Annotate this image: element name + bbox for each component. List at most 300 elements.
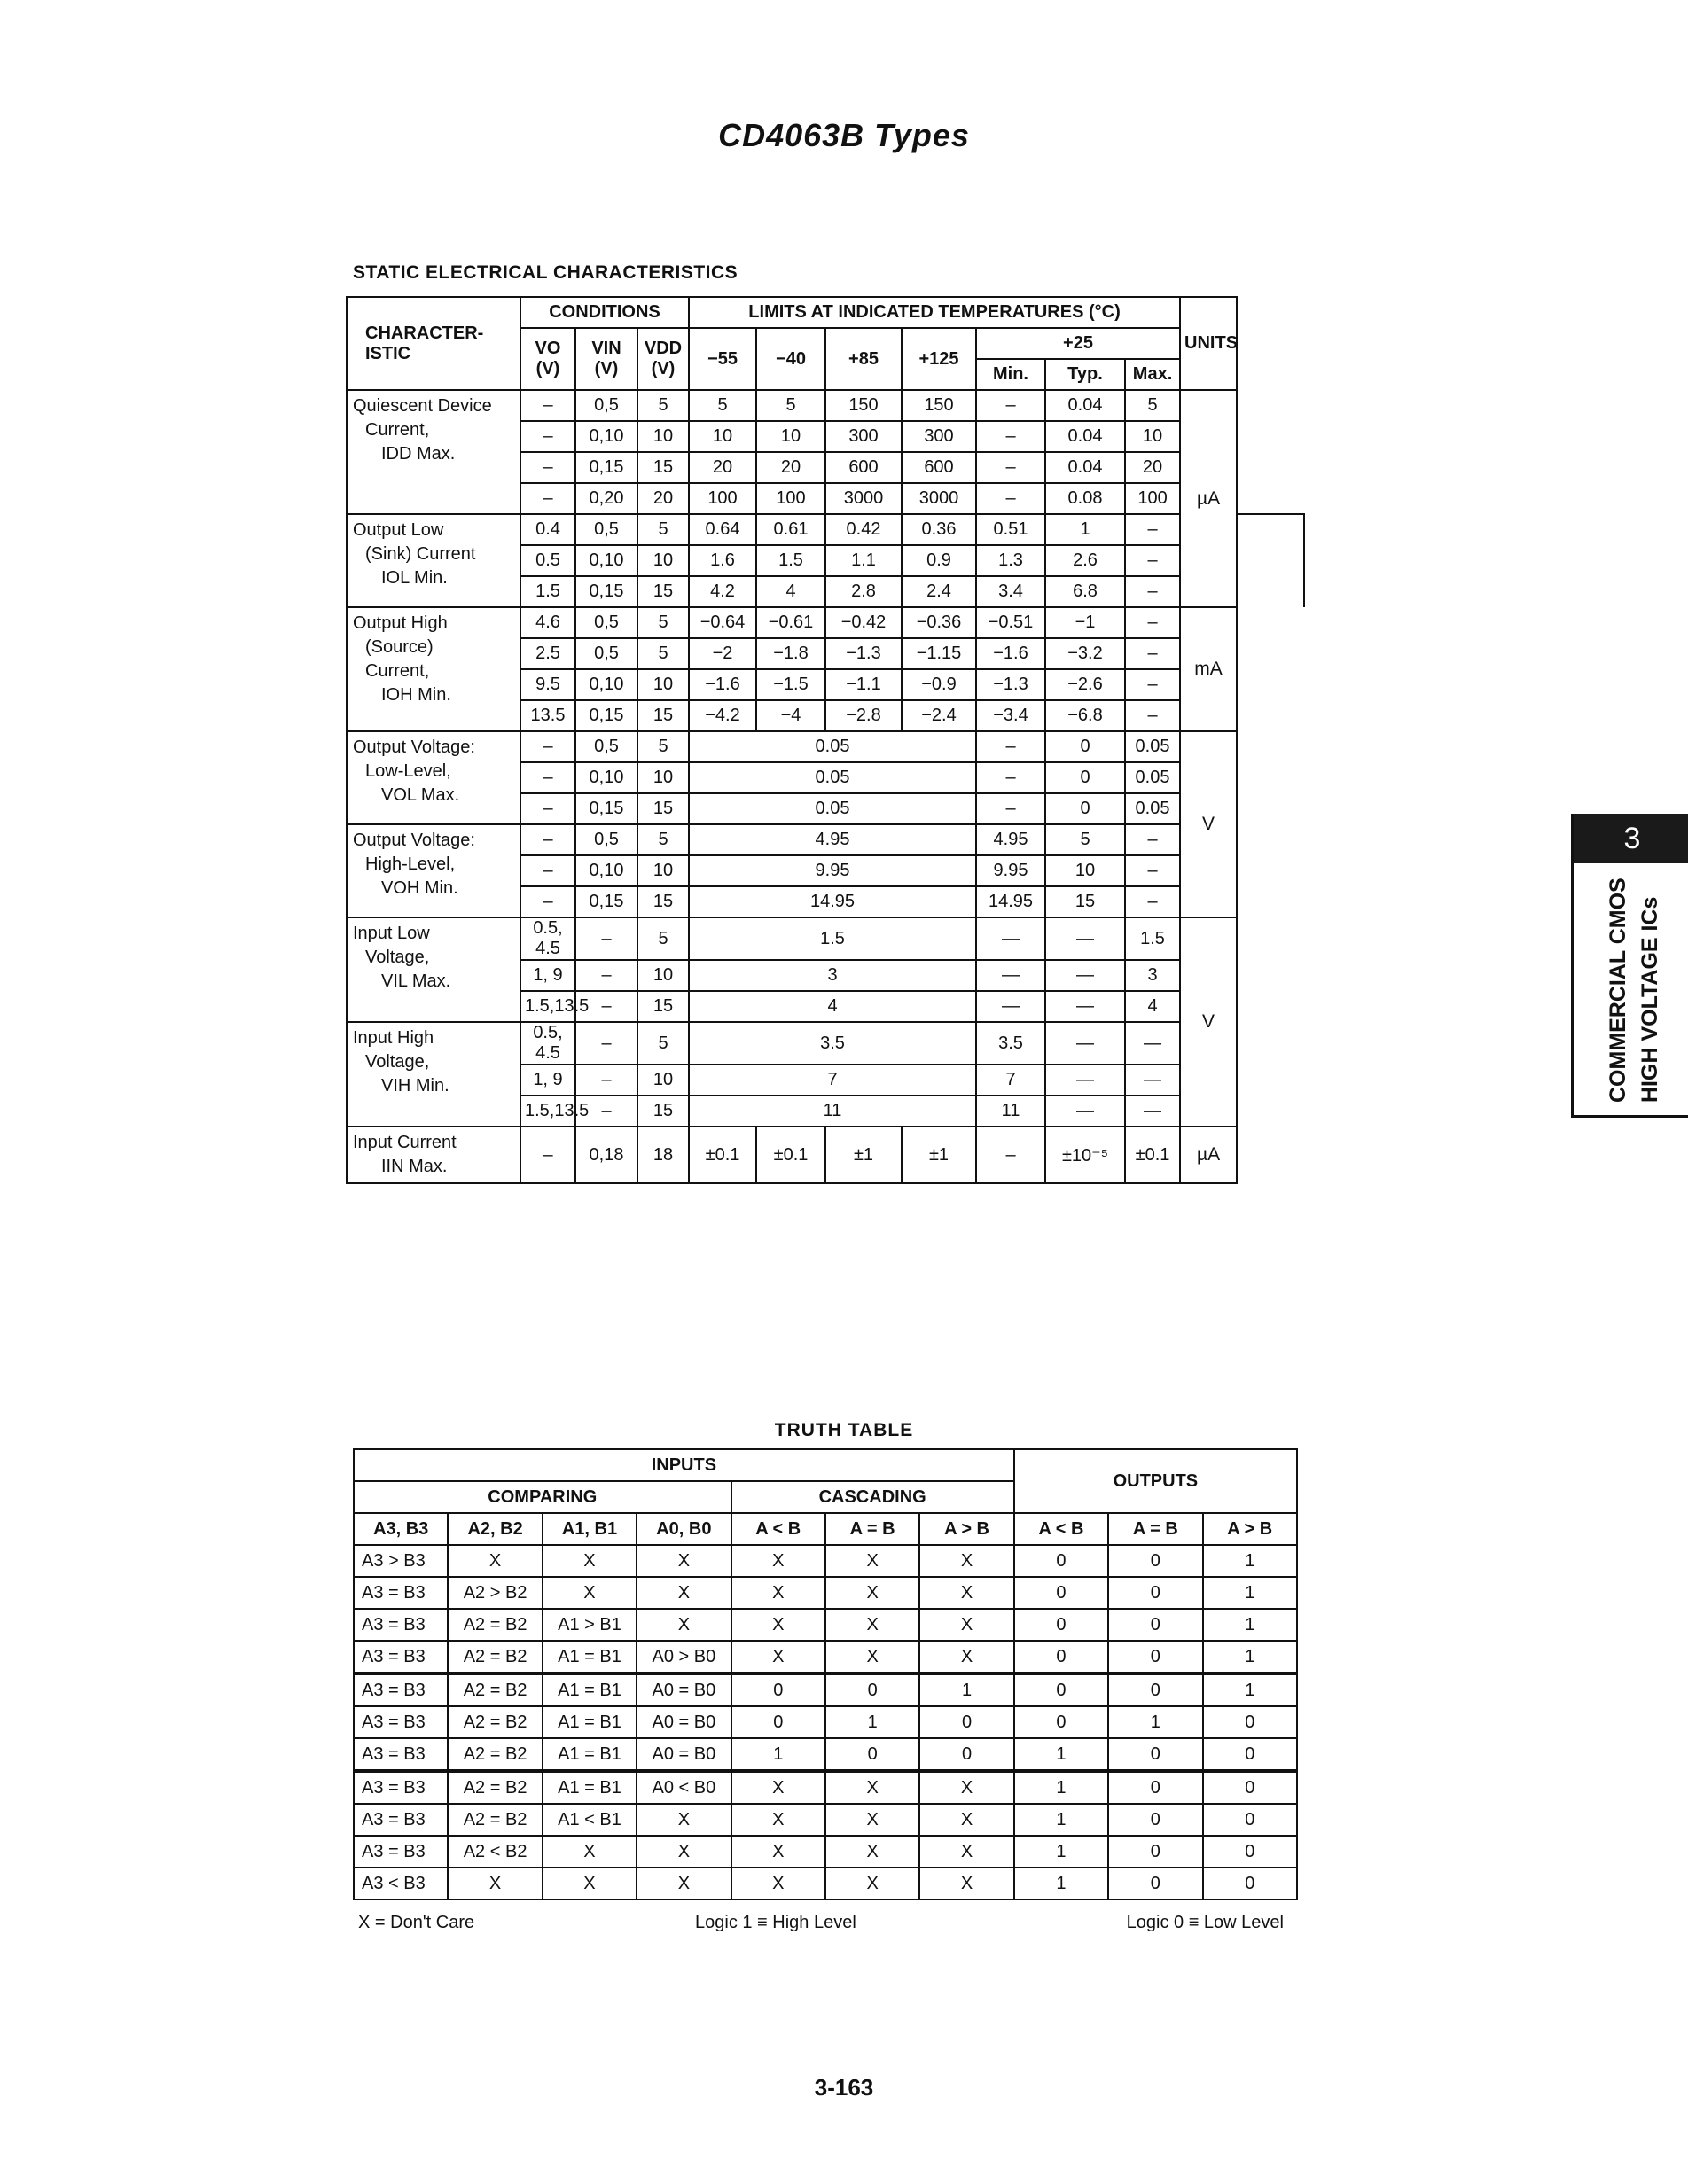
characteristic-label: Output High (Source) Current, IOH Min. bbox=[347, 607, 520, 731]
static-cell: – bbox=[1125, 514, 1180, 545]
truth-cell: 1 bbox=[1014, 1804, 1108, 1836]
static-cell: – bbox=[1125, 576, 1180, 607]
limits-header: LIMITS AT INDICATED TEMPERATURES (°C) bbox=[689, 297, 1180, 328]
static-cell: 300 bbox=[825, 421, 902, 452]
truth-cell: 1 bbox=[1203, 1673, 1297, 1706]
static-cell: 11 bbox=[689, 1096, 976, 1127]
static-cell: 9.95 bbox=[976, 855, 1045, 886]
truth-cell: X bbox=[543, 1577, 637, 1609]
static-cell: 0,15 bbox=[575, 700, 637, 731]
static-cell: 1.1 bbox=[825, 545, 902, 576]
truth-cell: 0 bbox=[1108, 1641, 1202, 1673]
static-row bbox=[347, 1127, 1304, 1183]
section-label bbox=[1586, 870, 1675, 1108]
truth-cell: X bbox=[731, 1804, 825, 1836]
static-cell: 0 bbox=[1045, 793, 1125, 824]
static-cell: – bbox=[520, 824, 575, 855]
truth-cell: X bbox=[825, 1577, 919, 1609]
static-cell: — bbox=[1045, 960, 1125, 991]
static-cell: – bbox=[575, 1022, 637, 1065]
static-cell: −1.3 bbox=[976, 669, 1045, 700]
static-cell: −6.8 bbox=[1045, 700, 1125, 731]
truth-cell: X bbox=[637, 1868, 731, 1899]
truth-cell: A3 = B3 bbox=[354, 1804, 448, 1836]
static-cell: ±1 bbox=[825, 1127, 902, 1183]
truth-cell: A3 = B3 bbox=[354, 1706, 448, 1738]
truth-cell: A0 = B0 bbox=[637, 1738, 731, 1771]
truth-cell: A1 = B1 bbox=[543, 1641, 637, 1673]
static-cell: – bbox=[976, 731, 1045, 762]
static-cell: 100 bbox=[756, 483, 825, 514]
static-cell: 2.5 bbox=[520, 638, 575, 669]
truth-cell: 0 bbox=[1108, 1545, 1202, 1577]
truth-cell: X bbox=[919, 1771, 1013, 1804]
static-cell: — bbox=[1045, 1096, 1125, 1127]
truth-row bbox=[354, 1577, 1297, 1609]
conditions-header: CONDITIONS bbox=[520, 297, 689, 328]
static-cell: – bbox=[575, 991, 637, 1022]
static-cell: 0,10 bbox=[575, 669, 637, 700]
static-cell: 5 bbox=[637, 917, 689, 960]
truth-cell: X bbox=[825, 1868, 919, 1899]
static-cell: 0,20 bbox=[575, 483, 637, 514]
static-cell: 0.05 bbox=[689, 731, 976, 762]
truth-cell: 1 bbox=[1014, 1836, 1108, 1868]
static-cell: 1, 9 bbox=[520, 960, 575, 991]
truth-cell: 0 bbox=[1108, 1804, 1202, 1836]
static-cell: — bbox=[976, 991, 1045, 1022]
static-cell: 0,5 bbox=[575, 824, 637, 855]
truth-cell: 1 bbox=[1203, 1577, 1297, 1609]
static-characteristics-table bbox=[346, 296, 1305, 1184]
static-cell: 0.61 bbox=[756, 514, 825, 545]
truth-cell: X bbox=[919, 1577, 1013, 1609]
static-cell: – bbox=[520, 855, 575, 886]
truth-cell: X bbox=[919, 1868, 1013, 1899]
static-row bbox=[347, 514, 1304, 545]
truth-column-header: A < B bbox=[1014, 1513, 1108, 1545]
temp-minus40-header: −40 bbox=[756, 328, 825, 390]
truth-cell: 0 bbox=[1203, 1738, 1297, 1771]
static-cell: 18 bbox=[637, 1127, 689, 1183]
static-cell: 15 bbox=[637, 886, 689, 917]
static-cell: — bbox=[1045, 1022, 1125, 1065]
truth-cell: 1 bbox=[1203, 1545, 1297, 1577]
static-cell: 3000 bbox=[902, 483, 976, 514]
static-cell: – bbox=[575, 960, 637, 991]
static-cell: −3.4 bbox=[976, 700, 1045, 731]
truth-cell: X bbox=[543, 1545, 637, 1577]
truth-row bbox=[354, 1771, 1297, 1804]
truth-cell: 1 bbox=[1014, 1738, 1108, 1771]
truth-row bbox=[354, 1545, 1297, 1577]
truth-row bbox=[354, 1868, 1297, 1899]
static-cell: −1.3 bbox=[825, 638, 902, 669]
units-cell: V bbox=[1180, 917, 1237, 1127]
static-cell: 9.95 bbox=[689, 855, 976, 886]
static-cell: 15 bbox=[1045, 886, 1125, 917]
static-cell: 7 bbox=[976, 1065, 1045, 1096]
static-cell: 4.95 bbox=[689, 824, 976, 855]
static-cell: 5 bbox=[637, 731, 689, 762]
truth-column-header: A = B bbox=[1108, 1513, 1202, 1545]
footnote-logic-1: Logic 1 ≡ High Level bbox=[695, 1913, 856, 1932]
truth-cell: X bbox=[825, 1804, 919, 1836]
static-cell: 2.6 bbox=[1045, 545, 1125, 576]
static-cell: 5 bbox=[1125, 390, 1180, 421]
static-cell: 0,10 bbox=[575, 762, 637, 793]
characteristic-label: Quiescent Device Current, IDD Max. bbox=[347, 390, 520, 514]
static-cell: 1.5,13.5 bbox=[520, 1096, 575, 1127]
static-cell: 0,10 bbox=[575, 855, 637, 886]
static-row bbox=[347, 824, 1304, 855]
static-cell: ±0.1 bbox=[689, 1127, 756, 1183]
static-cell: 3.5 bbox=[976, 1022, 1045, 1065]
static-cell: 0.42 bbox=[825, 514, 902, 545]
static-cell: 0,5 bbox=[575, 731, 637, 762]
truth-cell: X bbox=[543, 1868, 637, 1899]
temp-plus125-header: +125 bbox=[902, 328, 976, 390]
truth-cell: X bbox=[919, 1609, 1013, 1641]
static-cell: 10 bbox=[637, 960, 689, 991]
truth-row bbox=[354, 1804, 1297, 1836]
truth-cell: 0 bbox=[1108, 1836, 1202, 1868]
truth-column-header: A3, B3 bbox=[354, 1513, 448, 1545]
static-cell: −0.42 bbox=[825, 607, 902, 638]
static-cell: 15 bbox=[637, 700, 689, 731]
static-cell: — bbox=[1045, 991, 1125, 1022]
truth-cell: A3 = B3 bbox=[354, 1609, 448, 1641]
static-cell: 0.05 bbox=[1125, 731, 1180, 762]
truth-cell: A2 < B2 bbox=[448, 1836, 542, 1868]
static-cell: −1.6 bbox=[689, 669, 756, 700]
truth-cell: A2 = B2 bbox=[448, 1804, 542, 1836]
static-cell: – bbox=[520, 1127, 575, 1183]
truth-cell: 0 bbox=[1014, 1673, 1108, 1706]
static-cell: −1.15 bbox=[902, 638, 976, 669]
truth-cell: X bbox=[448, 1868, 542, 1899]
truth-cell: 1 bbox=[1108, 1706, 1202, 1738]
static-cell: 0,10 bbox=[575, 421, 637, 452]
static-cell: 5 bbox=[637, 390, 689, 421]
truth-cell: A3 = B3 bbox=[354, 1577, 448, 1609]
static-cell: 10 bbox=[1125, 421, 1180, 452]
static-cell: 10 bbox=[1045, 855, 1125, 886]
truth-cell: X bbox=[825, 1771, 919, 1804]
truth-cell: A3 = B3 bbox=[354, 1836, 448, 1868]
truth-cell: 0 bbox=[825, 1738, 919, 1771]
typ-header: Typ. bbox=[1045, 359, 1125, 390]
static-cell: 5 bbox=[637, 1022, 689, 1065]
truth-cell: X bbox=[919, 1836, 1013, 1868]
static-cell: – bbox=[1125, 855, 1180, 886]
truth-cell: 0 bbox=[1014, 1577, 1108, 1609]
static-cell: 5 bbox=[637, 824, 689, 855]
static-cell: – bbox=[1125, 669, 1180, 700]
truth-cell: 0 bbox=[1014, 1545, 1108, 1577]
static-cell: 7 bbox=[689, 1065, 976, 1096]
static-cell: 2.4 bbox=[902, 576, 976, 607]
truth-cell: 0 bbox=[1108, 1771, 1202, 1804]
truth-cell: X bbox=[637, 1545, 731, 1577]
static-cell: −4 bbox=[756, 700, 825, 731]
truth-cell: 0 bbox=[731, 1706, 825, 1738]
static-cell: ±1 bbox=[902, 1127, 976, 1183]
truth-cell: 0 bbox=[1108, 1673, 1202, 1706]
vdd-header: VDD (V) bbox=[637, 328, 689, 390]
truth-cell: A1 = B1 bbox=[543, 1673, 637, 1706]
characteristic-label: Input Current IIN Max. bbox=[347, 1127, 520, 1183]
truth-row bbox=[354, 1738, 1297, 1771]
static-cell: 1.5 bbox=[756, 545, 825, 576]
static-cell: −1.1 bbox=[825, 669, 902, 700]
truth-cell: A2 = B2 bbox=[448, 1609, 542, 1641]
static-row bbox=[347, 917, 1304, 960]
truth-column-header: A1, B1 bbox=[543, 1513, 637, 1545]
static-cell: −2.6 bbox=[1045, 669, 1125, 700]
static-cell: 14.95 bbox=[689, 886, 976, 917]
static-cell: 5 bbox=[637, 638, 689, 669]
truth-cell: A2 = B2 bbox=[448, 1771, 542, 1804]
static-cell: −0.9 bbox=[902, 669, 976, 700]
static-cell: 1.3 bbox=[976, 545, 1045, 576]
static-cell: – bbox=[575, 917, 637, 960]
truth-cell: 0 bbox=[1108, 1609, 1202, 1641]
vin-header: VIN (V) bbox=[575, 328, 637, 390]
static-cell: 3.5 bbox=[689, 1022, 976, 1065]
characteristic-label: Output Voltage: Low-Level, VOL Max. bbox=[347, 731, 520, 824]
truth-cell: A1 = B1 bbox=[543, 1706, 637, 1738]
static-cell: −1.5 bbox=[756, 669, 825, 700]
static-cell: 0.5 bbox=[520, 545, 575, 576]
truth-cell: 0 bbox=[731, 1673, 825, 1706]
static-cell: 0,5 bbox=[575, 638, 637, 669]
truth-cell: 1 bbox=[1203, 1641, 1297, 1673]
static-cell: 100 bbox=[1125, 483, 1180, 514]
static-cell: −2 bbox=[689, 638, 756, 669]
static-cell: 0,10 bbox=[575, 545, 637, 576]
characteristic-label: Output Voltage: High-Level, VOH Min. bbox=[347, 824, 520, 917]
static-cell: 5 bbox=[637, 607, 689, 638]
units-cell: mA bbox=[1180, 607, 1237, 731]
static-cell: — bbox=[1045, 1065, 1125, 1096]
page-number: 3-163 bbox=[814, 2074, 874, 2101]
static-cell: 0 bbox=[1045, 731, 1125, 762]
static-cell: 0.5, 4.5 bbox=[520, 1022, 575, 1065]
truth-column-header: A < B bbox=[731, 1513, 825, 1545]
truth-cell: X bbox=[919, 1641, 1013, 1673]
static-cell: 10 bbox=[756, 421, 825, 452]
static-cell: 600 bbox=[902, 452, 976, 483]
static-cell: 0.05 bbox=[1125, 762, 1180, 793]
min-header: Min. bbox=[976, 359, 1045, 390]
static-cell: 0,5 bbox=[575, 390, 637, 421]
static-cell: 4 bbox=[756, 576, 825, 607]
static-cell: – bbox=[976, 421, 1045, 452]
static-cell: 4 bbox=[689, 991, 976, 1022]
static-cell: 9.5 bbox=[520, 669, 575, 700]
units-cell: µA bbox=[1180, 1127, 1237, 1183]
static-cell: −4.2 bbox=[689, 700, 756, 731]
static-cell: ±0.1 bbox=[756, 1127, 825, 1183]
static-cell: 150 bbox=[902, 390, 976, 421]
static-cell: 1, 9 bbox=[520, 1065, 575, 1096]
truth-cell: 0 bbox=[1203, 1706, 1297, 1738]
static-cell: −1.6 bbox=[976, 638, 1045, 669]
static-cell: 0,5 bbox=[575, 607, 637, 638]
static-cell: 0.05 bbox=[689, 793, 976, 824]
static-cell: 10 bbox=[637, 545, 689, 576]
comparing-header: COMPARING bbox=[354, 1481, 731, 1513]
static-cell: 0.05 bbox=[689, 762, 976, 793]
static-cell: ±0.1 bbox=[1125, 1127, 1180, 1183]
static-row bbox=[347, 390, 1304, 421]
truth-cell: X bbox=[825, 1641, 919, 1673]
static-cell: 0.05 bbox=[1125, 793, 1180, 824]
truth-cell: X bbox=[731, 1641, 825, 1673]
static-cell: 0.4 bbox=[520, 514, 575, 545]
truth-cell: X bbox=[825, 1836, 919, 1868]
truth-cell: X bbox=[543, 1836, 637, 1868]
static-cell: 0.36 bbox=[902, 514, 976, 545]
static-characteristics-title: STATIC ELECTRICAL CHARACTERISTICS bbox=[353, 262, 738, 283]
static-cell: – bbox=[976, 1127, 1045, 1183]
static-cell: 10 bbox=[637, 421, 689, 452]
truth-column-header: A0, B0 bbox=[637, 1513, 731, 1545]
truth-cell: X bbox=[825, 1609, 919, 1641]
static-cell: 15 bbox=[637, 576, 689, 607]
static-cell: 3.4 bbox=[976, 576, 1045, 607]
static-cell: 5 bbox=[756, 390, 825, 421]
static-cell: 1.5 bbox=[1125, 917, 1180, 960]
truth-cell: 0 bbox=[1014, 1641, 1108, 1673]
side-tab-line2: HIGH VOLTAGE ICs bbox=[1637, 896, 1662, 1103]
truth-column-header: A = B bbox=[825, 1513, 919, 1545]
truth-row bbox=[354, 1836, 1297, 1868]
static-cell: – bbox=[520, 421, 575, 452]
static-cell: 20 bbox=[756, 452, 825, 483]
static-cell: 0,15 bbox=[575, 886, 637, 917]
static-cell: 13.5 bbox=[520, 700, 575, 731]
truth-cell: A2 > B2 bbox=[448, 1577, 542, 1609]
static-cell: 15 bbox=[637, 793, 689, 824]
truth-cell: 1 bbox=[1203, 1609, 1297, 1641]
static-cell: −3.2 bbox=[1045, 638, 1125, 669]
temp-plus85-header: +85 bbox=[825, 328, 902, 390]
truth-cell: 1 bbox=[1014, 1868, 1108, 1899]
static-cell: 4.6 bbox=[520, 607, 575, 638]
static-cell: −0.51 bbox=[976, 607, 1045, 638]
static-cell: 6.8 bbox=[1045, 576, 1125, 607]
static-cell: 10 bbox=[689, 421, 756, 452]
truth-cell: 0 bbox=[1203, 1804, 1297, 1836]
truth-cell: X bbox=[731, 1868, 825, 1899]
static-cell: – bbox=[1125, 545, 1180, 576]
static-cell: 10 bbox=[637, 669, 689, 700]
static-cell: – bbox=[1125, 607, 1180, 638]
truth-cell: 0 bbox=[1014, 1609, 1108, 1641]
characteristic-header: CHARACTER- ISTIC bbox=[347, 297, 520, 390]
truth-cell: X bbox=[637, 1609, 731, 1641]
truth-cell: A2 = B2 bbox=[448, 1738, 542, 1771]
static-cell: – bbox=[1125, 824, 1180, 855]
temp-minus55-header: −55 bbox=[689, 328, 756, 390]
static-cell: 100 bbox=[689, 483, 756, 514]
section-side-tab bbox=[1571, 814, 1688, 1118]
truth-cell: 0 bbox=[919, 1738, 1013, 1771]
truth-cell: 1 bbox=[825, 1706, 919, 1738]
static-cell: 1.6 bbox=[689, 545, 756, 576]
static-cell: 14.95 bbox=[976, 886, 1045, 917]
static-row bbox=[347, 731, 1304, 762]
truth-cell: 0 bbox=[1108, 1738, 1202, 1771]
truth-row bbox=[354, 1673, 1297, 1706]
footnote-logic-0: Logic 0 ≡ Low Level bbox=[1126, 1913, 1284, 1932]
static-cell: 15 bbox=[637, 1096, 689, 1127]
static-cell: 0.04 bbox=[1045, 452, 1125, 483]
static-cell: – bbox=[976, 390, 1045, 421]
static-cell: 4 bbox=[1125, 991, 1180, 1022]
truth-column-header: A2, B2 bbox=[448, 1513, 542, 1545]
truth-cell: X bbox=[731, 1577, 825, 1609]
static-cell: – bbox=[976, 483, 1045, 514]
static-cell: – bbox=[520, 483, 575, 514]
static-cell: −2.4 bbox=[902, 700, 976, 731]
vo-header: VO (V) bbox=[520, 328, 575, 390]
truth-cell: X bbox=[731, 1545, 825, 1577]
static-cell: 0,18 bbox=[575, 1127, 637, 1183]
static-cell: 1.5,13.5 bbox=[520, 991, 575, 1022]
static-cell: 11 bbox=[976, 1096, 1045, 1127]
static-cell: 600 bbox=[825, 452, 902, 483]
truth-cell: X bbox=[731, 1609, 825, 1641]
static-cell: −0.61 bbox=[756, 607, 825, 638]
truth-cell: X bbox=[448, 1545, 542, 1577]
static-cell: – bbox=[520, 731, 575, 762]
static-cell: – bbox=[976, 793, 1045, 824]
truth-cell: A3 > B3 bbox=[354, 1545, 448, 1577]
truth-cell: X bbox=[731, 1836, 825, 1868]
static-cell: 1 bbox=[1045, 514, 1125, 545]
characteristic-label: Output Low (Sink) Current IOL Min. bbox=[347, 514, 520, 607]
static-cell: 0 bbox=[1045, 762, 1125, 793]
units-header: UNITS bbox=[1180, 297, 1237, 390]
static-cell: 3 bbox=[689, 960, 976, 991]
characteristic-label: Input High Voltage, VIH Min. bbox=[347, 1022, 520, 1127]
static-cell: – bbox=[520, 452, 575, 483]
truth-row bbox=[354, 1609, 1297, 1641]
side-tab-line1: COMMERCIAL CMOS bbox=[1606, 878, 1630, 1103]
static-cell: 10 bbox=[637, 1065, 689, 1096]
truth-cell: X bbox=[825, 1545, 919, 1577]
truth-column-header: A > B bbox=[1203, 1513, 1297, 1545]
static-cell: 1.5 bbox=[520, 576, 575, 607]
truth-cell: A3 = B3 bbox=[354, 1738, 448, 1771]
static-cell: −2.8 bbox=[825, 700, 902, 731]
static-cell: 4.2 bbox=[689, 576, 756, 607]
static-cell: – bbox=[520, 886, 575, 917]
static-cell: 20 bbox=[637, 483, 689, 514]
truth-cell: A0 > B0 bbox=[637, 1641, 731, 1673]
static-cell: 3 bbox=[1125, 960, 1180, 991]
static-cell: 0.5, 4.5 bbox=[520, 917, 575, 960]
static-row bbox=[347, 1022, 1304, 1065]
truth-cell: 0 bbox=[1203, 1868, 1297, 1899]
static-cell: 20 bbox=[689, 452, 756, 483]
inputs-header: INPUTS bbox=[354, 1449, 1014, 1481]
units-cell bbox=[1237, 514, 1304, 607]
static-cell: – bbox=[575, 1065, 637, 1096]
